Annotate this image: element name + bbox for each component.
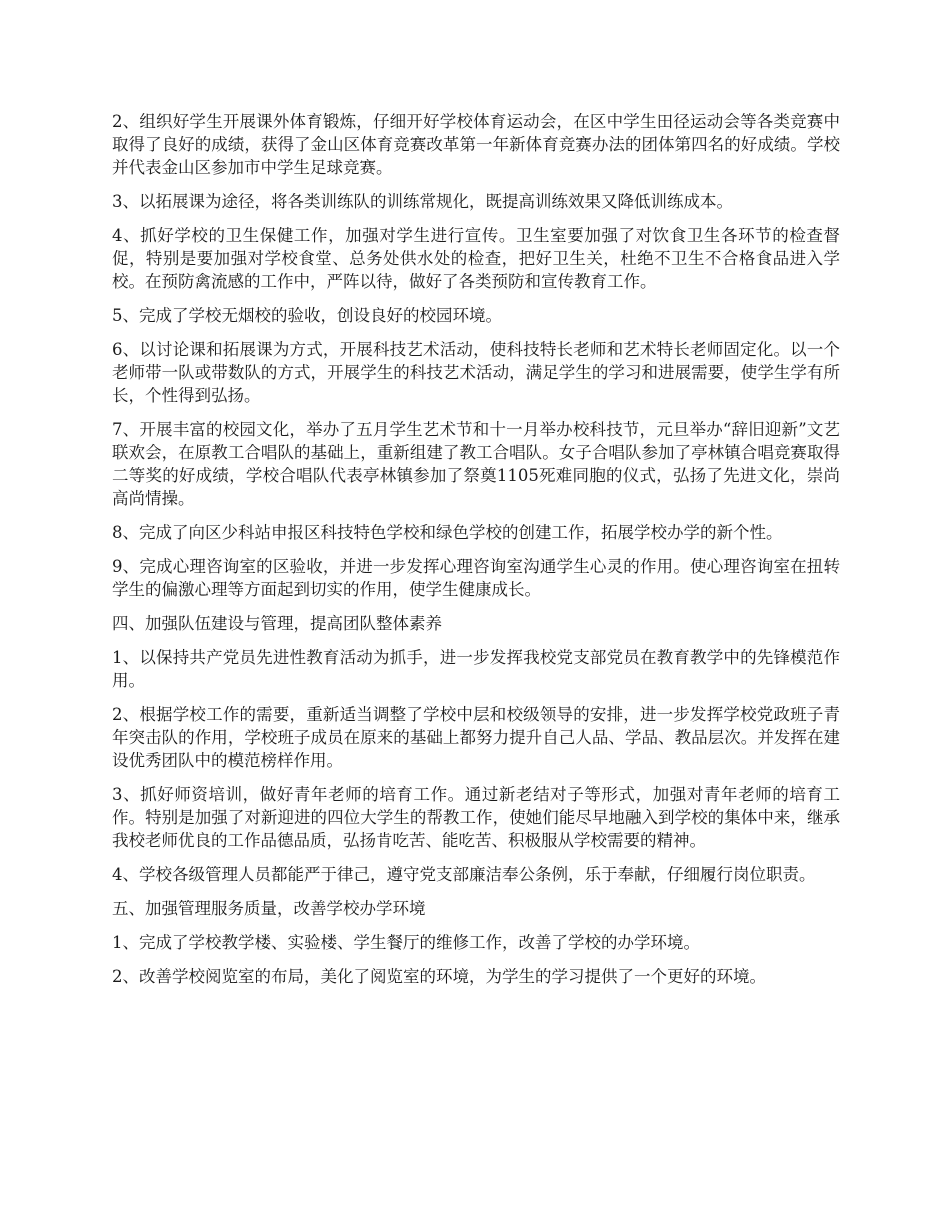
paragraph-sports-activities: 2、组织好学生开展课外体育锻炼，仔细开好学校体育运动会，在区中学生田径运动会等各类竞赛中取得了良好的成绩，获得了金山区体育竞赛改革第一年新体育竞赛办法的团体第四名的好成绩。学校并代表金山区参加市中学生足球竞赛。 (112, 112, 840, 177)
paragraph-reading-room: 2、改善学校阅览室的布局，美化了阅览室的环境，为学生的学习提供了一个更好的环境。 (112, 967, 766, 986)
document-body (112, 110, 840, 988)
paragraph-counseling-room: 9、完成心理咨询室的区验收，并进一步发挥心理咨询室沟通学生心灵的作用。使心理咨询室在扭转学生的偏激心理等方面起到切实的作用，使学生健康成长。 (112, 557, 840, 599)
paragraph-self-discipline: 4、学校各级管理人员都能严于律己，遵守党支部廉洁奉公条例，乐于奉献，仔细履行岗位职责。 (112, 865, 816, 884)
paragraph-leadership: 2、根据学校工作的需要，重新适当调整了学校中层和校级领导的安排，进一步发挥学校党政班子青年突击队的作用，学校班子成员在原来的基础上都努力提升自己人品、学品、教品层次。并发挥在建设优秀团队中的模范榜样作用。 (112, 705, 840, 770)
paragraph-science-school: 8、完成了向区少科站申报区科技特色学校和绿色学校的创建工作，拓展学校办学的新个性。 (112, 523, 783, 542)
paragraph-health-care: 4、抓好学校的卫生保健工作，加强对学生进行宣传。卫生室要加强了对饮食卫生各环节的检查督促，特别是要加强对学校食堂、总务处供水处的检查，把好卫生关，杜绝不卫生不合格食品进入学校。在预防禽流感的工作中，严阵以待，做好了各类预防和宣传教育工作。 (112, 226, 840, 291)
paragraph-party-members: 1、以保持共产党员先进性教育活动为抓手，进一步发挥我校党支部党员在教育教学中的先锋模范作用。 (112, 648, 840, 690)
paragraph-teacher-training: 3、抓好师资培训，做好青年老师的培育工作。通过新老结对子等形式，加强对青年老师的培育工作。特别是加强了对新迎进的四位大学生的帮教工作，使她们能尽早地融入到学校的集体中来，继承我校老师优良的工作品德品质，弘扬肯吃苦、能吃苦、积极服从学校需要的精神。 (112, 785, 840, 850)
paragraph-science-art: 6、以讨论课和拓展课为方式，开展科技艺术活动，使科技特长老师和艺术特长老师固定化。以一个老师带一队或带数队的方式，开展学生的科技艺术活动，满足学生的学习和进展需要，使学生学有所长，个性得到弘扬。 (112, 340, 840, 405)
paragraph-campus-culture: 7、开展丰富的校园文化，举办了五月学生艺术节和十一月举办校科技节，元旦举办“辞旧迎新”文艺联欢会，在原教工合唱队的基础上，重新组建了教工合唱队。女子合唱队参加了亭林镇合唱竞赛取得二等奖的好成绩，学校合唱队代表亭林镇参加了祭奠1105死难同胞的仪式，弘扬了先进文化，崇尚高尚情操。 (112, 420, 840, 508)
section-heading-management: 五、加强管理服务质量，改善学校办学环境 (112, 899, 426, 918)
section-heading-team-building: 四、加强队伍建设与管理，提高团队整体素养 (112, 614, 442, 633)
paragraph-extension-courses: 3、以拓展课为途径，将各类训练队的训练常规化，既提高训练效果又降低训练成本。 (112, 192, 733, 211)
paragraph-smoke-free: 5、完成了学校无烟校的验收，创设良好的校园环境。 (112, 306, 502, 325)
paragraph-repairs: 1、完成了学校教学楼、实验楼、学生餐厅的维修工作，改善了学校的办学环境。 (112, 933, 700, 952)
